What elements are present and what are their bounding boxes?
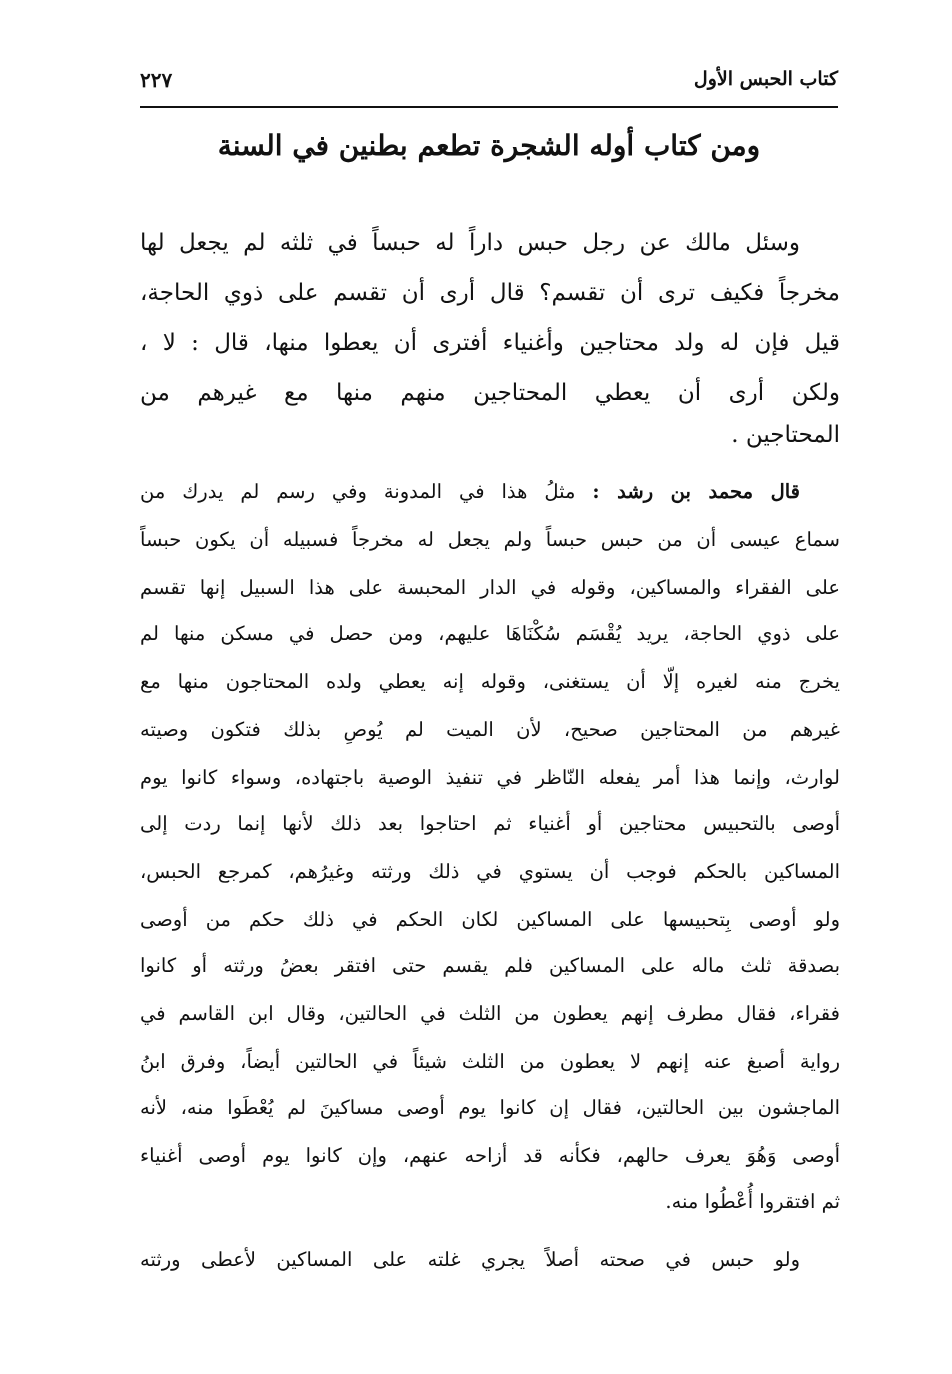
text-line-lead: [140, 470, 800, 514]
text-line: رواية أصبغ عنه إنهم لا يعطون من الثلث شيئاً في الحالتين أيضاً، وفرق ابنُ: [140, 1050, 840, 1073]
text-line: أوصى بالتحبيس محتاجين أو أغنياء ثم احتاجوا بعد ذلك لأنها إنما ردت إلى: [140, 812, 840, 835]
header-rule: [140, 106, 838, 108]
text-line: قيل فإن له ولد محتاجين وأغنياء أفترى أن يعطوا منها، قال : لا ،: [140, 330, 840, 356]
text-line: ولكن أرى أن يعطي المحتاجين منهم منها مع غيرهم من: [140, 380, 840, 406]
text-line: ثم افتقروا أُعْطُوا منه.: [665, 1190, 840, 1213]
text-line: الماجشون بين الحالتين، فقال إن كانوا يوم أوصى مساكينَ لم يُعْطَوا منه، لأنه: [140, 1096, 840, 1119]
chapter-title: ومن كتاب أوله الشجرة تطعم بطنين في السنة: [217, 129, 761, 162]
author-lead: قال محمد بن رشد :: [592, 480, 800, 503]
text-line: يخرج منه لغيره إلّا أن يستغنى، وقوله إنه يعطي ولده المحتاجون منها مع: [140, 670, 840, 693]
text-line: المحتاجين .: [731, 422, 840, 448]
text-line: ولو أوصى بِتحبيسها على المساكين لكان الحكم في ذلك حكم من أوصى: [140, 908, 840, 931]
text-line: أوصى وَهُوَ يعرف حالهم، فكأنه قد أزاحه عنهم، وإن كانوا يوم أوصى أغنياء: [140, 1144, 840, 1167]
page-header: [140, 66, 838, 104]
text-line: على الفقراء والمساكين، وقوله في الدار المحبسة على هذا السبيل إنها تقسم: [140, 576, 840, 599]
text-line: وسئل مالك عن رجل حبس داراً له حبساً في ثلثه لم يجعل لها: [140, 230, 800, 256]
text-line: المساكين بالحكم فوجب أن يستوي في ذلك ورثته وغيرُهم، كمرجع الحبس،: [140, 860, 840, 883]
text-line: ولو حبس في صحته أصلاً يجري غلته على المساكين لأعطى ورثته: [140, 1248, 800, 1271]
page-number: ٢٢٧: [140, 68, 173, 92]
text-line: بصدقة ثلث ماله على المساكين فلم يقسم حتى افتقر بعضُ ورثته أو كانوا: [140, 954, 840, 977]
running-head: كتاب الحبس الأول: [693, 68, 838, 90]
text-line: لوارث، وإنما هذا أمر يفعله النّاظر في تنفيذ الوصية باجتهاده، وسواء كانوا يوم: [140, 766, 840, 789]
text-line: على ذوي الحاجة، يريد يُقْسَم سُكْنَاهَا عليهم، ومن حصل في مسكن منها لم: [140, 622, 840, 645]
text-line: سماع عيسى أن من حبس حبساً ولم يجعل له مخرجاً فسبيله أن يكون حبساً: [140, 528, 840, 551]
text-line: فقراء، فقال مطرف إنهم يعطون من الثلث في الحالتين، وقال ابن القاسم في: [140, 1002, 840, 1025]
lead-line-rest: مثلُ هذا في المدونة وفي رسم لم يدرك من: [140, 480, 576, 503]
text-line: غيرهم من المحتاجين صحيح، لأن الميت لم يُوصِ بذلك فتكون وصيته: [140, 718, 840, 741]
text-line: مخرجاً فكيف ترى أن تقسم؟ قال أرى أن تقسم على ذوي الحاجة،: [140, 280, 840, 306]
